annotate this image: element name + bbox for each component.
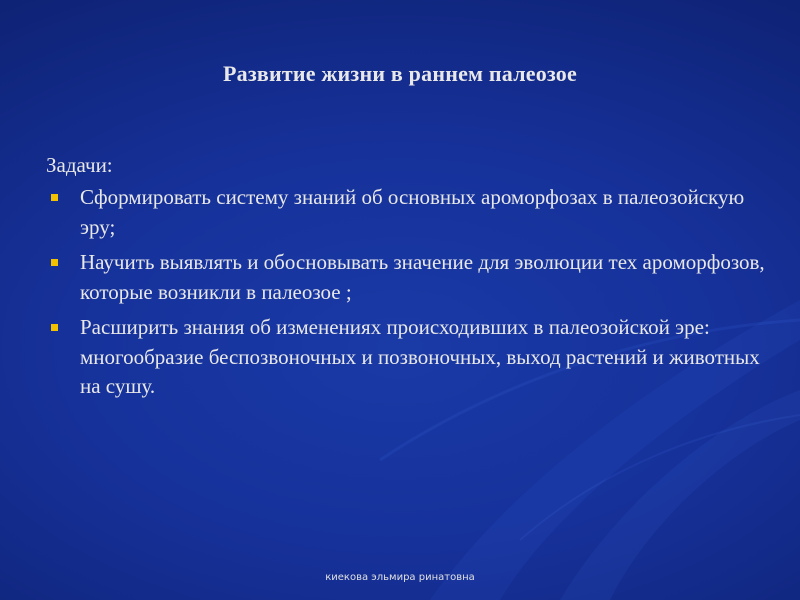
list-item — [46, 248, 766, 307]
list-item — [46, 183, 766, 242]
tasks-heading: Задачи: — [46, 153, 113, 177]
list-item-text: Расширить знания об изменениях происходивших в палеозойской эре: многообразие беспозвоночных и позвоночных, выход растений и животных на сушу. — [80, 315, 760, 398]
list-item-text: Сформировать систему знаний об основных ароморфозах в палеозойскую эру; — [80, 185, 745, 239]
square-bullet-icon — [51, 324, 58, 331]
tasks-list — [46, 183, 766, 402]
list-item — [46, 313, 766, 402]
square-bullet-icon — [51, 194, 58, 201]
square-bullet-icon — [51, 259, 58, 266]
slide-title: Развитие жизни в раннем палеозое — [223, 61, 577, 86]
slide-footer: киекова эльмира ринатовна — [325, 572, 475, 583]
list-item-text: Научить выявлять и обосновывать значение для эволюции тех ароморфозов, которые возникли в палеозое ; — [80, 250, 765, 304]
slide-content — [46, 150, 766, 408]
